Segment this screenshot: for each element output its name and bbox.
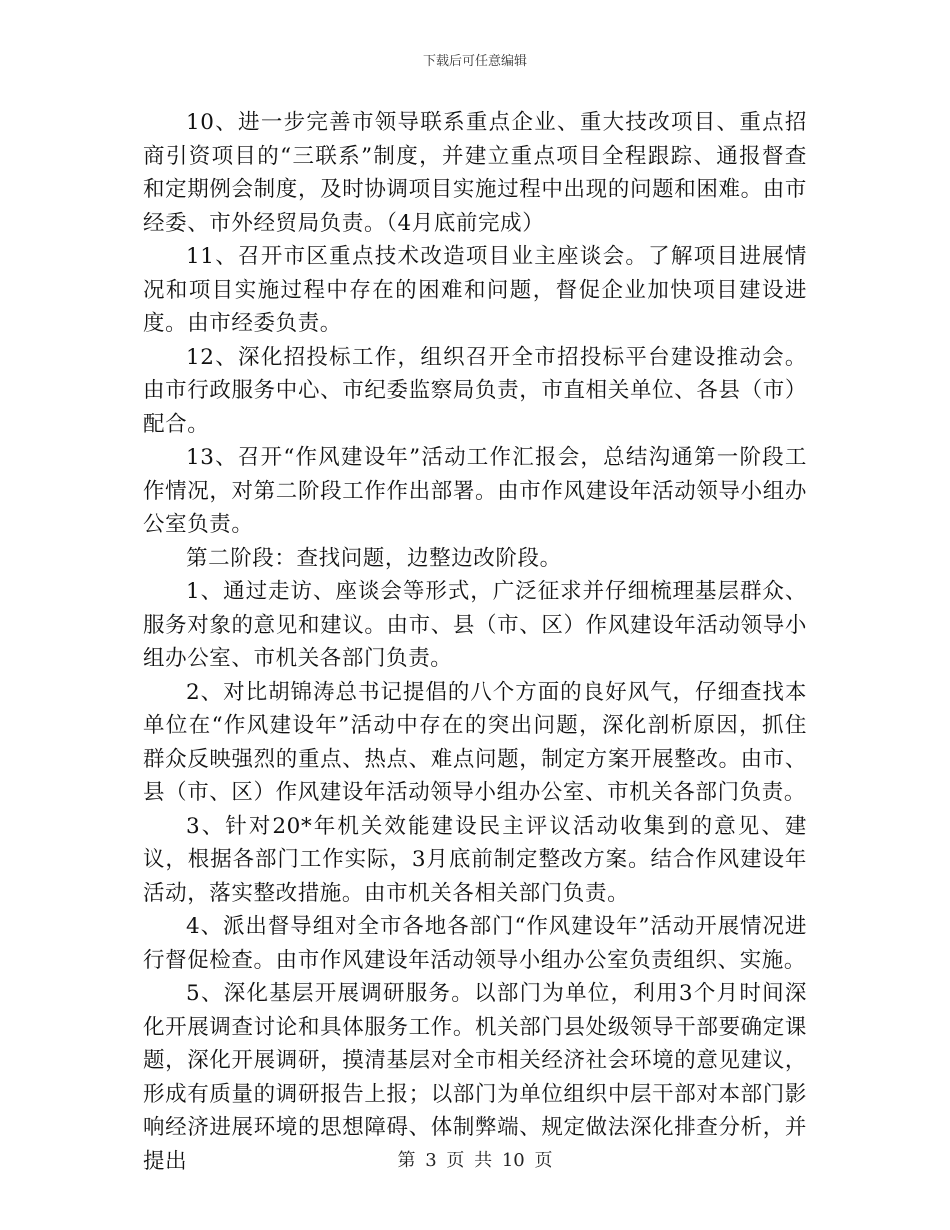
document-body xyxy=(143,106,807,1178)
section-heading-stage-two: 第二阶段：查找问题，边整边改阶段。 xyxy=(186,545,562,571)
paragraph-12: 12、深化招投标工作，组织召开全市招投标平台建设推动会。由市行政服务中心、市纪委监察局负责，市直相关单位、各县（市）配合。 xyxy=(143,344,807,437)
paragraph-stage2-4: 4、派出督导组对全市各地各部门“作风建设年”活动开展情况进行督促检查。由市作风建设年活动领导小组办公室负责组织、实施。 xyxy=(143,914,807,973)
paragraph-stage2-3: 3、针对20*年机关效能建设民主评议活动收集到的意见、建议，根据各部门工作实际，3月底前制定整改方案。结合作风建设年活动，落实整改措施。由市机关各相关部门负责。 xyxy=(143,813,807,906)
page-footer: 第 3 页 共 10 页 xyxy=(397,1150,553,1171)
paragraph-stage2-2: 2、对比胡锦涛总书记提倡的八个方面的良好风气，仔细查找本单位在“作风建设年”活动中存在的突出问题，深化剖析原因，抓住群众反映强烈的重点、热点、难点问题，制定方案开展整改。由市、县（市、区）作风建设年活动领导小组办公室、市机关各部门负责。 xyxy=(143,679,807,805)
paragraph-stage2-5: 5、深化基层开展调研服务。以部门为单位，利用3个月时间深化开展调查讨论和具体服务工作。机关部门县处级领导干部要确定课题，深化开展调研，摸清基层对全市相关经济社会环境的意见建议，形成有质量的调研报告上报；以部门为单位组织中层干部对本部门影响经济进展环境的思想障碍、体制弊端、规定做法深化排查分析，并提出 xyxy=(143,981,807,1174)
paragraph-10: 10、进一步完善市领导联系重点企业、重大技改项目、重点招商引资项目的“三联系”制度，并建立重点项目全程跟踪、通报督查和定期例会制度，及时协调项目实施过程中出现的问题和困难。由市经委、市外经贸局负责。（4月底前完成） xyxy=(143,110,807,236)
paragraph-11: 11、召开市区重点技术改造项目业主座谈会。了解项目进展情况和项目实施过程中存在的困难和问题，督促企业加快项目建设进度。由市经委负责。 xyxy=(143,244,807,336)
paragraph-13: 13、召开“作风建设年”活动工作汇报会，总结沟通第一阶段工作情况，对第二阶段工作作出部署。由市作风建设年活动领导小组办公室负责。 xyxy=(143,445,807,537)
paragraph-stage2-1: 1、通过走访、座谈会等形式，广泛征求并仔细梳理基层群众、服务对象的意见和建议。由市、县（市、区）作风建设年活动领导小组办公室、市机关各部门负责。 xyxy=(143,579,807,671)
page-header: 下载后可任意编辑 xyxy=(422,54,527,69)
